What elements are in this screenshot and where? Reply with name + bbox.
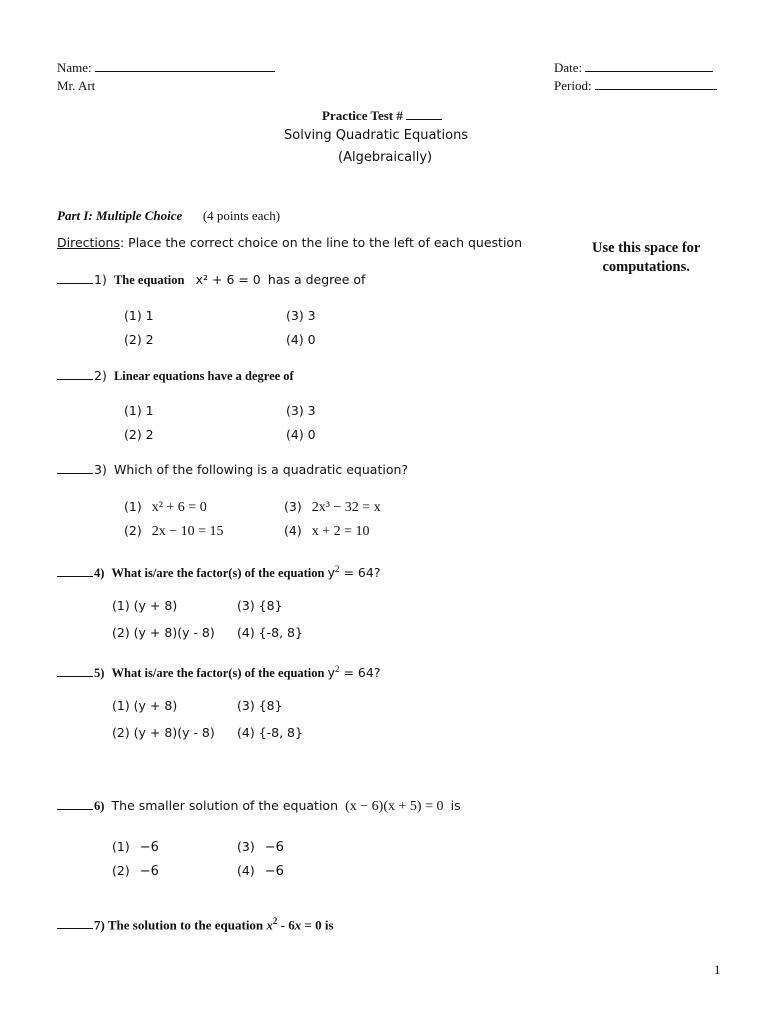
date-field[interactable] <box>554 60 713 76</box>
equation-part: - 6 <box>277 917 295 933</box>
q4-option-1[interactable]: (1) (y + 8) <box>112 598 178 613</box>
question-text: What is/are the factor(s) of the equation <box>111 666 325 681</box>
question-text: Linear equations have a degree of <box>113 369 294 383</box>
q6-option-3[interactable] <box>237 838 284 856</box>
equation-exponent: 2 <box>335 564 340 574</box>
question-number: 5) <box>94 666 105 681</box>
question-tail: has a degree of <box>267 272 366 287</box>
q5-option-1[interactable]: (1) (y + 8) <box>112 698 178 713</box>
option-value: −6 <box>264 840 284 855</box>
question-4 <box>57 564 380 581</box>
q2-option-2[interactable]: (2) 2 <box>124 427 154 442</box>
answer-line-2[interactable] <box>57 368 93 380</box>
q1-option-1[interactable]: (1) 1 <box>124 308 154 323</box>
page-number: 1 <box>714 962 721 977</box>
option-value: −6 <box>139 840 159 855</box>
answer-line-1[interactable] <box>57 272 93 284</box>
question-1 <box>57 272 365 288</box>
question-lead: The equation <box>113 273 185 287</box>
option-label: (4) <box>237 863 255 878</box>
q2-option-4[interactable]: (4) 0 <box>286 427 316 442</box>
answer-line-6[interactable] <box>57 798 93 810</box>
option-value: −6 <box>264 864 284 879</box>
question-number: 7) <box>94 917 105 933</box>
period-field[interactable] <box>554 78 717 94</box>
q2-option-3[interactable]: (3) 3 <box>286 403 316 418</box>
directions-text: : Place the correct choice on the line to the left of each question <box>119 235 522 250</box>
equation-tail: = 64? <box>339 665 381 681</box>
q3-option-3[interactable] <box>284 498 381 516</box>
test-number-line[interactable] <box>406 119 442 120</box>
option-label: (1) <box>124 499 142 514</box>
equation-variable: y <box>327 665 336 681</box>
question-text: Which of the following is a quadratic equation? <box>113 462 409 477</box>
date-label: Date: <box>554 60 583 75</box>
equation-tail: = 64? <box>339 565 381 581</box>
q5-option-2[interactable]: (2) (y + 8)(y - 8) <box>112 725 215 740</box>
equation-variable-2: x <box>294 917 302 933</box>
answer-line-3[interactable] <box>57 462 93 474</box>
q6-option-1[interactable] <box>112 838 159 856</box>
directions <box>57 235 587 250</box>
question-number: 2) <box>94 368 107 383</box>
question-text: The smaller solution of the equation <box>111 798 338 813</box>
question-text: The solution to the equation <box>107 917 264 933</box>
teacher-name: Mr. Art <box>57 78 96 93</box>
answer-line-4[interactable] <box>57 565 93 577</box>
option-value: −6 <box>139 864 159 879</box>
directions-label: Directions <box>57 235 120 250</box>
equation-exponent: 2 <box>272 916 278 926</box>
name-label: Name: <box>57 60 92 75</box>
name-field[interactable] <box>57 60 275 76</box>
equation-variable: x <box>266 917 273 933</box>
option-label: (1) <box>112 839 130 854</box>
equation-exponent: 2 <box>335 664 340 674</box>
q5-option-3[interactable]: (3) {8} <box>237 698 283 713</box>
question-3 <box>57 462 408 478</box>
page-title <box>322 108 442 124</box>
option-label: (3) <box>237 839 255 854</box>
q5-option-4[interactable]: (4) {-8, 8} <box>237 725 303 740</box>
option-equation: 2x − 10 = 15 <box>151 524 224 539</box>
period-label: Period: <box>554 78 592 93</box>
q4-option-4[interactable]: (4) {-8, 8} <box>237 625 303 640</box>
q4-option-3[interactable]: (3) {8} <box>237 598 283 613</box>
question-number: 6) <box>94 799 105 813</box>
name-line[interactable] <box>95 71 275 72</box>
question-equation: x² + 6 = 0 <box>195 272 261 287</box>
q3-option-2[interactable] <box>124 522 224 540</box>
equation-tail: = 0 is <box>301 917 334 933</box>
q6-option-2[interactable] <box>112 862 159 880</box>
option-label: (3) <box>284 499 302 514</box>
option-equation: 2x³ − 32 = x <box>311 500 381 515</box>
subtitle-2: (Algebraically) <box>338 150 433 165</box>
period-line[interactable] <box>595 89 717 90</box>
q4-option-2[interactable]: (2) (y + 8)(y - 8) <box>112 625 215 640</box>
question-equation: (x − 6)(x + 5) = 0 <box>345 799 444 814</box>
q1-option-2[interactable]: (2) 2 <box>124 332 154 347</box>
equation-variable: y <box>327 565 336 581</box>
option-label: (4) <box>284 523 302 538</box>
q6-option-4[interactable] <box>237 862 284 880</box>
question-number: 4) <box>94 566 105 581</box>
q3-option-1[interactable] <box>124 498 207 516</box>
q1-option-3[interactable]: (3) 3 <box>286 308 316 323</box>
question-2 <box>57 368 294 384</box>
q2-option-1[interactable]: (1) 1 <box>124 403 154 418</box>
title-text: Practice Test # <box>322 108 403 123</box>
subtitle: Solving Quadratic Equations <box>284 128 469 143</box>
points-note: (4 points each) <box>202 208 281 223</box>
part-heading <box>57 208 280 224</box>
question-number: 1) <box>94 272 107 287</box>
question-tail: is <box>450 798 461 813</box>
question-number: 3) <box>94 462 107 477</box>
question-text: What is/are the factor(s) of the equation <box>111 566 325 581</box>
question-7 <box>57 916 334 933</box>
computation-note-line2: computations. <box>602 259 690 275</box>
computation-note-line1: Use this space for <box>592 240 701 256</box>
answer-line-5[interactable] <box>57 665 93 677</box>
question-5 <box>57 664 380 681</box>
computation-note <box>592 240 700 276</box>
option-label: (2) <box>124 523 142 538</box>
part-title: Part I: Multiple Choice <box>57 208 183 223</box>
option-equation: x² + 6 = 0 <box>151 500 207 515</box>
option-equation: x + 2 = 10 <box>311 524 370 539</box>
option-label: (2) <box>112 863 130 878</box>
question-6 <box>57 798 461 815</box>
q3-option-4[interactable] <box>284 522 370 540</box>
date-line[interactable] <box>585 71 713 72</box>
answer-line-7[interactable] <box>57 917 93 929</box>
q1-option-4[interactable]: (4) 0 <box>286 332 316 347</box>
